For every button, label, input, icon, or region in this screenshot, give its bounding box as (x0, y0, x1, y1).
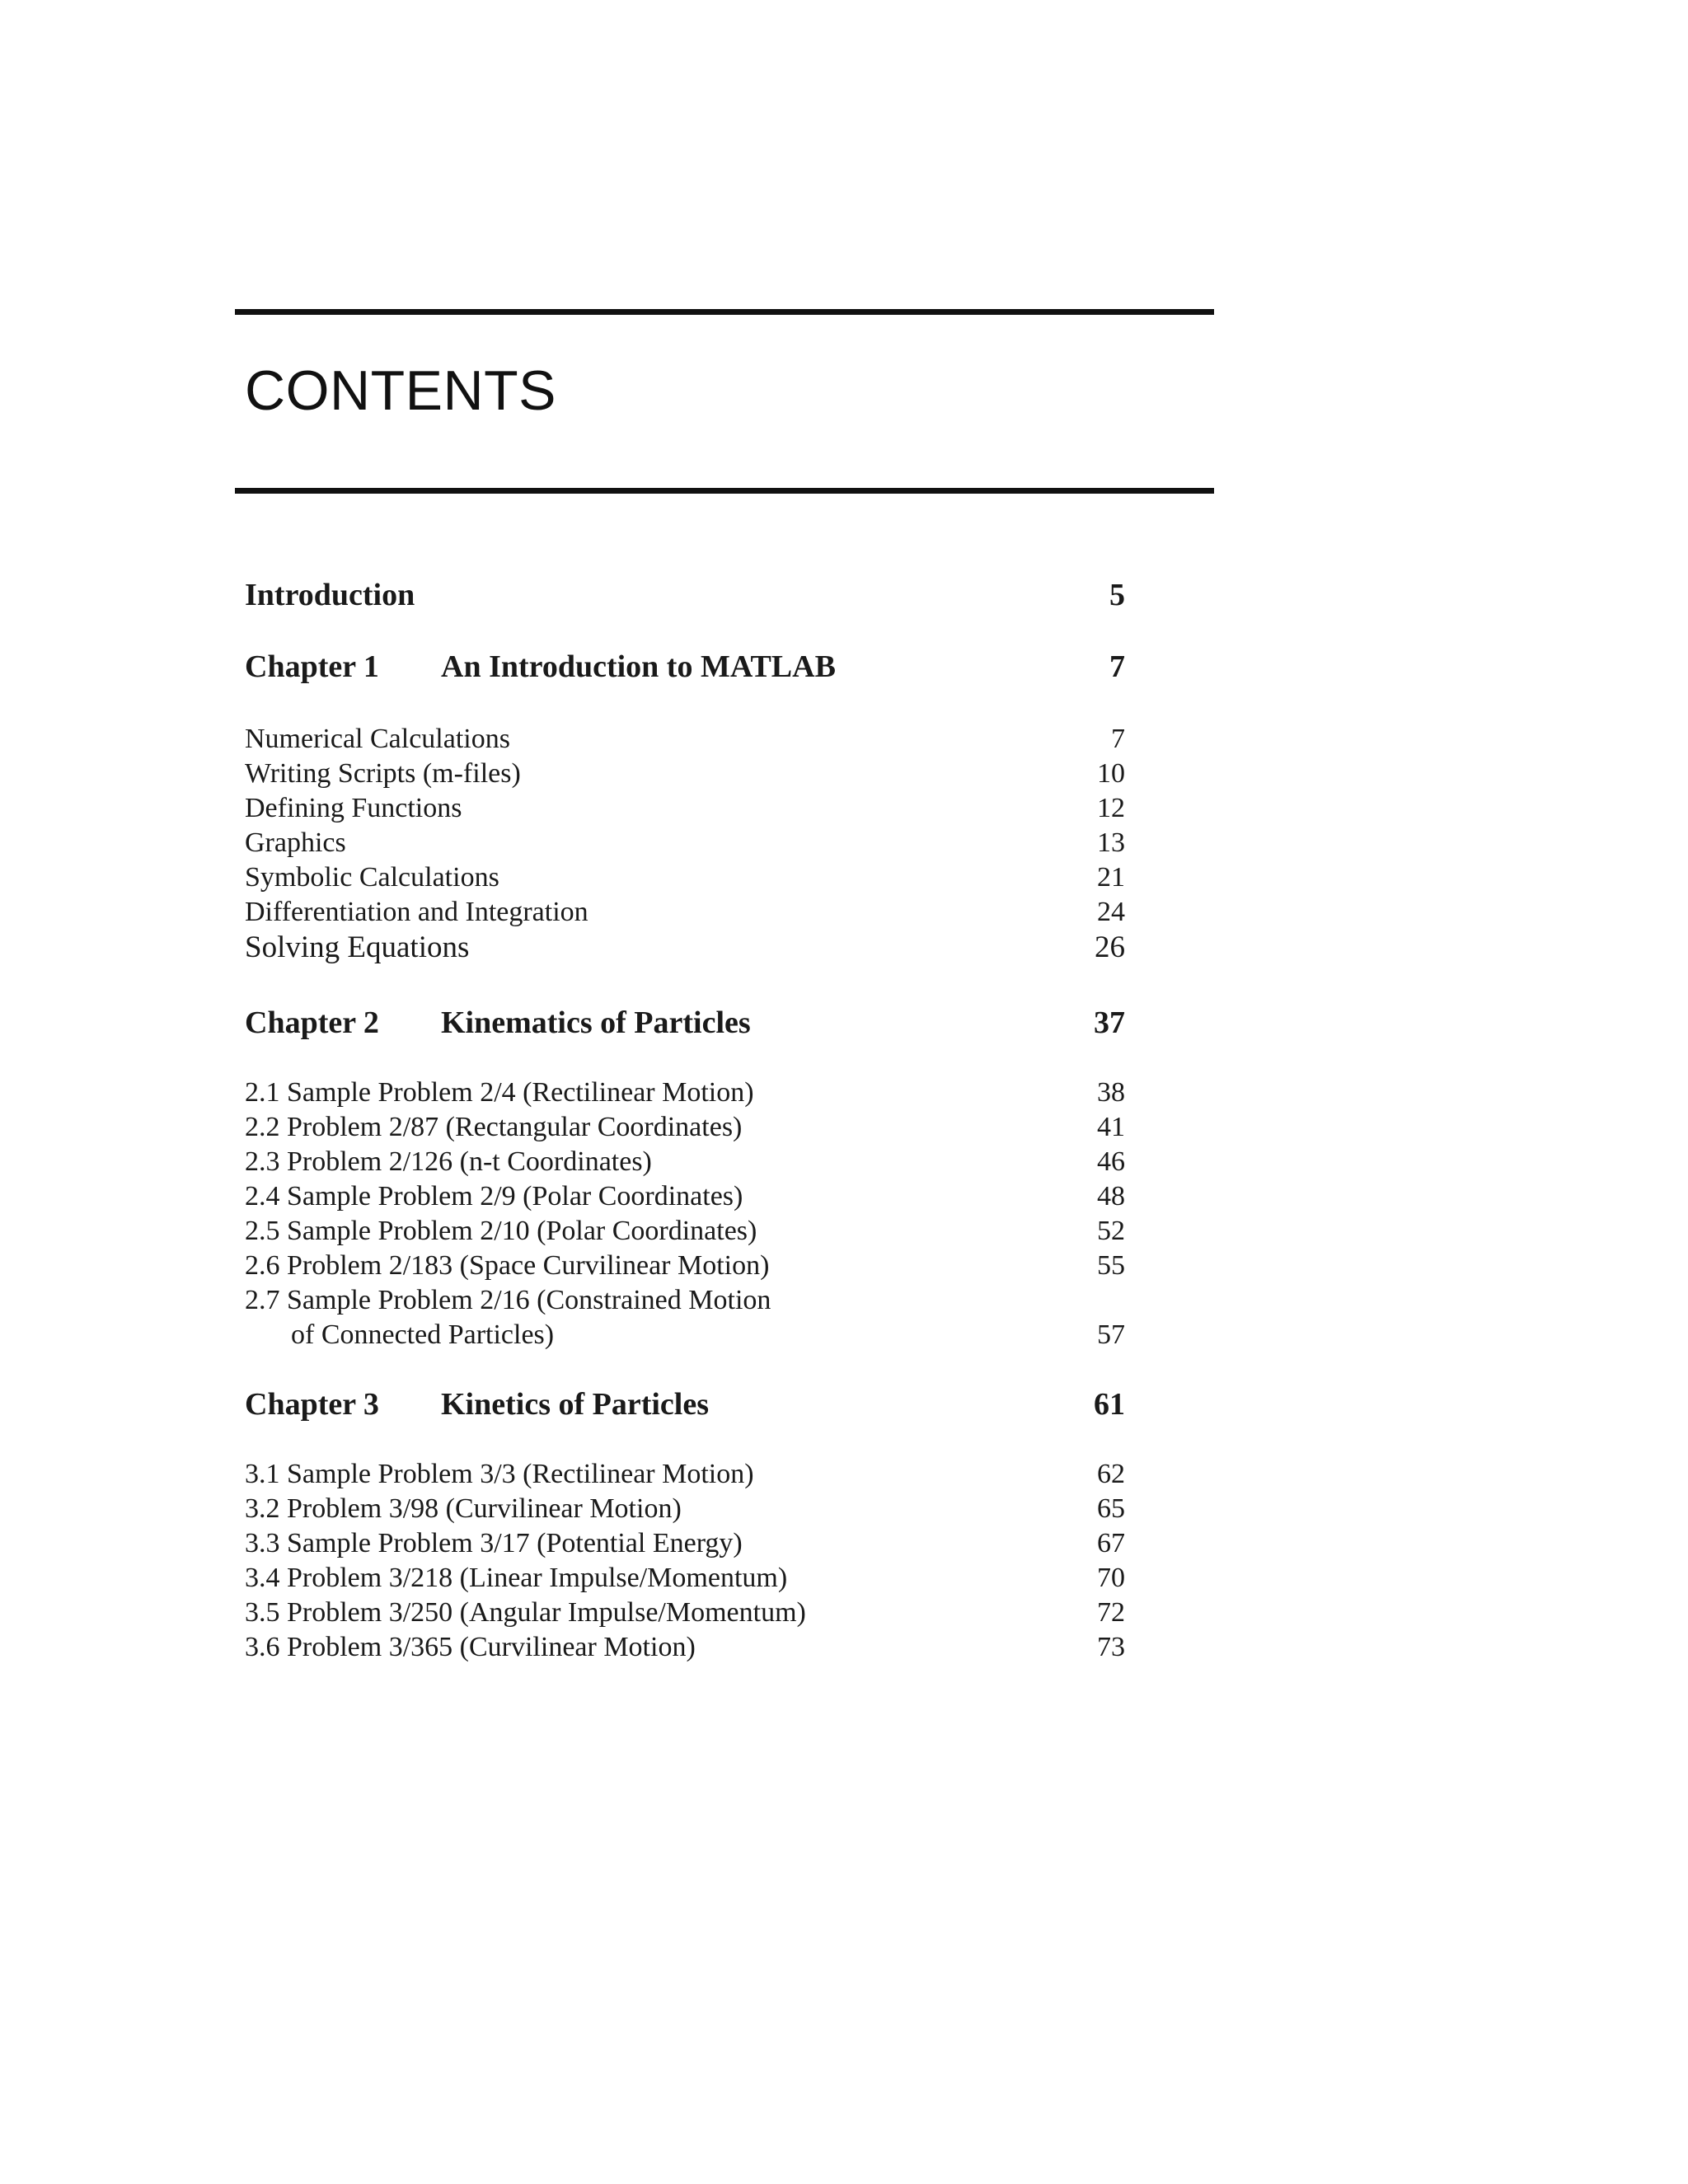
toc-entry-title: 3.3 Sample Problem 3/17 (Potential Energy) (245, 1528, 743, 1558)
toc-entry-title: 2.6 Problem 2/183 (Space Curvilinear Motion) (245, 1250, 770, 1281)
toc-entry (245, 1145, 1125, 1179)
toc-entry-title: Kinematics of Particles (441, 1005, 751, 1040)
toc-entry-page: 61 (1094, 1387, 1125, 1422)
toc-entry-title: 2.2 Problem 2/87 (Rectangular Coordinates) (245, 1112, 743, 1142)
toc-entry (245, 1283, 1125, 1318)
toc-entry (245, 1596, 1125, 1630)
toc-entry-title: 3.4 Problem 3/218 (Linear Impulse/Momentum) (245, 1563, 788, 1593)
toc-entry-chapter-1 (245, 648, 1125, 686)
toc-entry (245, 1214, 1125, 1249)
toc-entry (245, 860, 1125, 895)
toc-entry-title: Differentiation and Integration (245, 897, 588, 927)
toc-entry-page: 12 (1097, 793, 1125, 823)
chapter-label: Chapter 2 (245, 1005, 379, 1040)
toc-entry (245, 1492, 1125, 1526)
toc-entry (245, 1110, 1125, 1145)
toc-entry (245, 1457, 1125, 1492)
toc-entry-page: 52 (1097, 1216, 1125, 1246)
toc-entry-title: Graphics (245, 827, 346, 858)
toc-entry-title: Symbolic Calculations (245, 862, 499, 893)
toc-entry-title: 3.5 Problem 3/250 (Angular Impulse/Momentum) (245, 1597, 806, 1628)
toc-entry-title: 2.7 Sample Problem 2/16 (Constrained Motion (245, 1285, 771, 1315)
toc-entry-title: Defining Functions (245, 793, 462, 823)
toc-entry-title: 2.1 Sample Problem 2/4 (Rectilinear Motion) (245, 1077, 754, 1108)
toc-entry (245, 930, 1125, 965)
toc-entry-title: 3.2 Problem 3/98 (Curvilinear Motion) (245, 1493, 682, 1524)
toc-entry-page: 26 (1095, 930, 1125, 964)
toc-entry-page: 37 (1094, 1005, 1125, 1040)
toc-entry (245, 895, 1125, 930)
toc-entry (245, 1076, 1125, 1110)
toc-entry-page: 48 (1097, 1181, 1125, 1212)
toc-entry-title: 2.4 Sample Problem 2/9 (Polar Coordinates) (245, 1181, 743, 1212)
toc-entry (245, 1561, 1125, 1596)
toc-entry (245, 1526, 1125, 1561)
toc-entry-chapter-2 (245, 1004, 1125, 1042)
top-rule (235, 309, 1214, 315)
toc-entry-page: 46 (1097, 1146, 1125, 1177)
toc-entry-introduction (245, 576, 1125, 614)
toc-entry-page: 24 (1097, 897, 1125, 927)
page-title: CONTENTS (245, 359, 556, 422)
toc-entry-title: 2.3 Problem 2/126 (n-t Coordinates) (245, 1146, 652, 1177)
toc-entry-title: Numerical Calculations (245, 724, 510, 754)
toc-entry-chapter-3 (245, 1385, 1125, 1423)
toc-entry-page: 72 (1097, 1597, 1125, 1628)
toc-entry-page: 57 (1097, 1319, 1125, 1350)
chapter-label: Chapter 1 (245, 649, 379, 684)
toc-entry-title: An Introduction to MATLAB (441, 649, 836, 684)
toc-entry (245, 826, 1125, 860)
toc-entry-title: Introduction (245, 578, 415, 612)
toc-entry-title: Solving Equations (245, 930, 470, 964)
toc-entry-page: 7 (1109, 649, 1125, 684)
toc-entry-page: 70 (1097, 1563, 1125, 1593)
toc-entry (245, 757, 1125, 791)
toc-entry-page: 73 (1097, 1632, 1125, 1662)
toc-entry-title: of Connected Particles) (291, 1319, 555, 1350)
toc-entry (245, 722, 1125, 757)
toc-entry-page: 5 (1109, 578, 1125, 612)
toc-entry (245, 791, 1125, 826)
toc-entry-page: 7 (1111, 724, 1125, 754)
toc-entry-title: 2.5 Sample Problem 2/10 (Polar Coordinates) (245, 1216, 757, 1246)
toc-entry-title: Writing Scripts (m-files) (245, 758, 521, 789)
toc-entry-page: 10 (1097, 758, 1125, 789)
toc-entry-page: 65 (1097, 1493, 1125, 1524)
toc-entry-title: 3.6 Problem 3/365 (Curvilinear Motion) (245, 1632, 696, 1662)
toc-entry-title: 3.1 Sample Problem 3/3 (Rectilinear Motion) (245, 1459, 754, 1489)
toc-entry-continuation (245, 1318, 1125, 1352)
toc-entry-page: 21 (1097, 862, 1125, 893)
toc-entry-page: 67 (1097, 1528, 1125, 1558)
toc-entry-page: 55 (1097, 1250, 1125, 1281)
toc-entry-page: 41 (1097, 1112, 1125, 1142)
toc-entry (245, 1630, 1125, 1665)
toc-entry (245, 1249, 1125, 1283)
toc-entry (245, 1179, 1125, 1214)
chapter-label: Chapter 3 (245, 1387, 379, 1422)
toc-entry-page: 62 (1097, 1459, 1125, 1489)
toc-entry-page: 38 (1097, 1077, 1125, 1108)
toc-entry-page: 13 (1097, 827, 1125, 858)
toc-entry-title: Kinetics of Particles (441, 1387, 710, 1422)
bottom-rule (235, 488, 1214, 494)
